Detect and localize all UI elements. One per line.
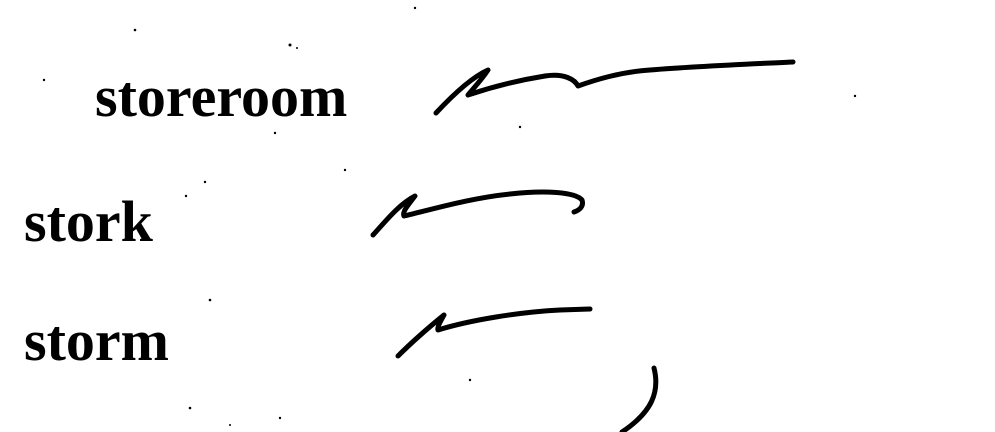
paper-specks [43,7,856,426]
entry-word-storm: storm [24,308,169,373]
shorthand-storm [398,309,590,356]
shorthand-storeroom [436,62,793,113]
shorthand-fragment [622,368,656,432]
entry-word-storeroom: storeroom [95,64,348,129]
shorthand-stork [373,192,583,235]
entry-word-stork: stork [24,189,153,254]
